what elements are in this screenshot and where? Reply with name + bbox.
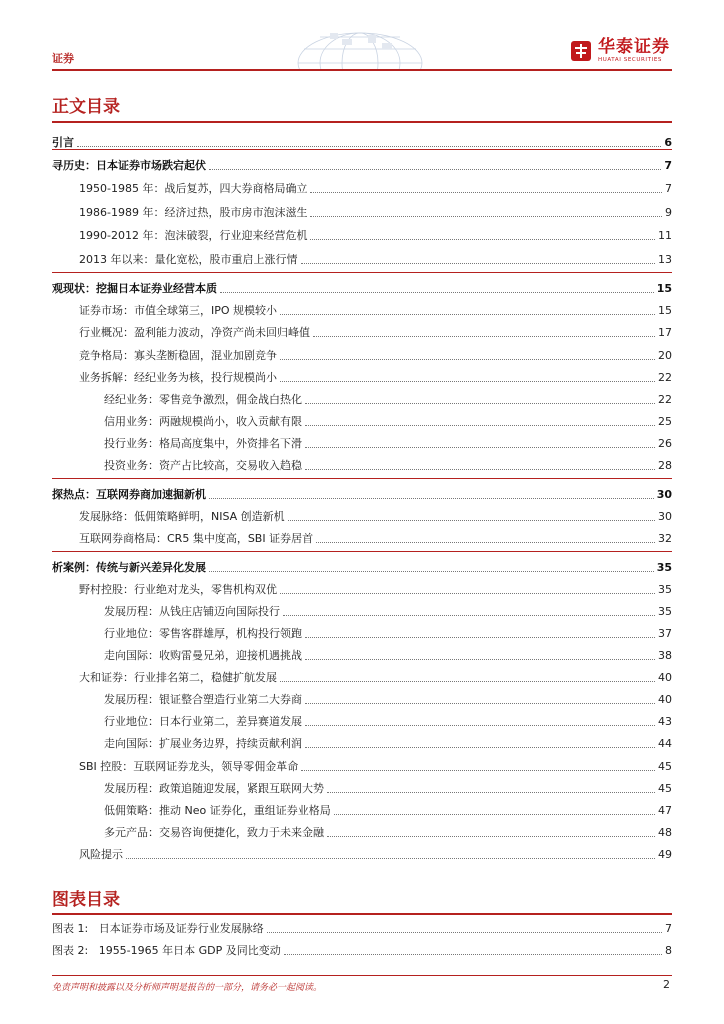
toc-leader-dots xyxy=(305,659,655,660)
toc-entry[interactable] xyxy=(52,647,672,663)
toc-entry-title: 发展历程：政策追随迎发展，紧跟互联网大势 xyxy=(104,782,324,795)
toc-entry-page: 40 xyxy=(658,671,672,684)
toc-entry[interactable] xyxy=(52,486,672,502)
toc-entry[interactable] xyxy=(52,735,672,751)
figure-entry-title: 图表 1: 日本证券市场及证券行业发展脉络 xyxy=(52,922,264,935)
toc-entry-page: 17 xyxy=(658,326,672,339)
toc-leader-dots xyxy=(316,542,655,543)
toc-leader-dots xyxy=(305,403,655,404)
toc-entry[interactable] xyxy=(52,691,672,707)
toc-leader-dots xyxy=(310,239,655,240)
toc-entry-title: 观现状：挖掘日本证券业经营本质 xyxy=(52,282,217,295)
toc-entry[interactable] xyxy=(52,369,672,385)
toc-entry-page: 35 xyxy=(658,583,672,596)
header-globe-decoration xyxy=(290,25,430,70)
brand-name-en: HUATAI SECURITIES xyxy=(598,57,662,63)
toc-entry-title: 投行业务：格局高度集中，外资排名下滑 xyxy=(104,437,302,450)
toc-entry[interactable] xyxy=(52,758,672,774)
toc-entry-page: 9 xyxy=(665,206,672,219)
toc-entry[interactable] xyxy=(52,508,672,524)
toc-entry[interactable] xyxy=(52,713,672,729)
header-tag: 证券 xyxy=(52,52,74,65)
toc-entry-page: 25 xyxy=(658,415,672,428)
toc-entry-title: 走向国际：收购雷曼兄弟，迎接机遇挑战 xyxy=(104,649,302,662)
toc-leader-dots xyxy=(313,336,655,337)
toc-leader-dots xyxy=(280,381,655,382)
toc-leader-dots xyxy=(334,814,655,815)
toc-leader-dots xyxy=(220,292,654,293)
toc-entry-page: 45 xyxy=(658,782,672,795)
toc-leader-dots xyxy=(280,314,655,315)
toc-leader-dots xyxy=(288,520,655,521)
toc-leader-dots xyxy=(305,425,655,426)
toc-entry-title: 1986-1989 年：经济过热，股市房市泡沫滋生 xyxy=(79,206,308,219)
toc-leader-dots xyxy=(327,836,655,837)
toc-entry-page: 6 xyxy=(664,136,672,149)
toc-entry[interactable] xyxy=(52,413,672,429)
toc-entry-title: 大和证券：行业排名第二，稳健扩航发展 xyxy=(79,671,277,684)
toc-entry[interactable] xyxy=(52,204,672,220)
toc-entry-title: 信用业务：两融规模尚小，收入贡献有限 xyxy=(104,415,302,428)
toc-leader-dots xyxy=(305,447,655,448)
toc-leader-dots xyxy=(305,747,655,748)
toc-entry-page: 47 xyxy=(658,804,672,817)
toc-entry[interactable] xyxy=(52,134,672,150)
toc-entry-title: 经纪业务：零售竞争激烈，佣金战白热化 xyxy=(104,393,302,406)
huatai-logo-icon xyxy=(568,38,594,64)
figure-leader-dots xyxy=(267,932,662,933)
toc-entry-page: 22 xyxy=(658,393,672,406)
toc-leader-dots xyxy=(280,681,655,682)
toc-entry[interactable] xyxy=(52,780,672,796)
toc-entry[interactable] xyxy=(52,157,672,173)
toc-entry-title: 1950-1985 年：战后复苏，四大券商格局确立 xyxy=(79,182,308,195)
toc-entry-title: 2013 年以来：量化宽松，股市重启上涨行情 xyxy=(79,253,298,266)
toc-entry-title: 竞争格局：寡头垄断稳固，混业加剧竞争 xyxy=(79,349,277,362)
toc-leader-dots xyxy=(305,703,655,704)
toc-entry-page: 37 xyxy=(658,627,672,640)
toc-entry[interactable] xyxy=(52,391,672,407)
toc-entry-title: 引言 xyxy=(52,136,74,149)
toc-entry-page: 38 xyxy=(658,649,672,662)
toc-leader-dots xyxy=(301,263,656,264)
toc-entry-title: 发展历程：银证整合塑造行业第二大券商 xyxy=(104,693,302,706)
toc-leader-dots xyxy=(305,725,655,726)
toc-entry[interactable] xyxy=(52,302,672,318)
toc-entry-title: SBI 控股：互联网证券龙头，领导零佣金革命 xyxy=(79,760,299,773)
brand-name-cn: 华泰证券 xyxy=(598,37,670,57)
toc-entry[interactable] xyxy=(52,324,672,340)
toc-entry-page: 7 xyxy=(665,182,672,195)
toc-entry[interactable] xyxy=(52,802,672,818)
toc-entry-title: 投资业务：资产占比较高，交易收入趋稳 xyxy=(104,459,302,472)
toc-entry-title: 发展脉络：低佣策略鲜明，NISA 创造新机 xyxy=(79,510,285,523)
footer-rule xyxy=(52,975,672,976)
figure-entry[interactable] xyxy=(52,942,672,958)
toc-section-divider xyxy=(52,478,672,479)
toc-entry-title: 探热点：互联网券商加速掘新机 xyxy=(52,488,206,501)
header-rule xyxy=(52,69,672,71)
toc-entry-page: 30 xyxy=(656,488,672,501)
figure-entry-page: 8 xyxy=(665,944,672,957)
toc-entry-page: 49 xyxy=(658,848,672,861)
toc-entry[interactable] xyxy=(52,435,672,451)
toc-entry-page: 40 xyxy=(658,693,672,706)
toc-entry-title: 业务拆解：经纪业务为核，投行规模尚小 xyxy=(79,371,277,384)
toc-section-divider xyxy=(52,272,672,273)
toc-entry-page: 44 xyxy=(658,737,672,750)
toc-entry[interactable] xyxy=(52,347,672,363)
toc-entry-page: 15 xyxy=(656,282,672,295)
toc-entry-title: 析案例：传统与新兴差异化发展 xyxy=(52,561,206,574)
page-number: 2 xyxy=(663,978,670,991)
figure-list-title-rule xyxy=(52,913,672,915)
toc-entry-title: 行业地位：日本行业第二，差异赛道发展 xyxy=(104,715,302,728)
toc-leader-dots xyxy=(126,858,655,859)
toc-entry-title: 行业地位：零售客群雄厚，机构投行领跑 xyxy=(104,627,302,640)
figure-entry-title: 图表 2: 1955-1965 年日本 GDP 及同比变动 xyxy=(52,944,281,957)
toc-entry-page: 20 xyxy=(658,349,672,362)
toc-entry-page: 28 xyxy=(658,459,672,472)
toc-entry[interactable] xyxy=(52,581,672,597)
toc-entry-title: 互联网券商格局：CR5 集中度高，SBI 证券居首 xyxy=(79,532,314,545)
toc-entry[interactable] xyxy=(52,280,672,296)
toc-leader-dots xyxy=(209,498,654,499)
toc-entry[interactable] xyxy=(52,559,672,575)
toc-entry-page: 45 xyxy=(658,760,672,773)
toc-leader-dots xyxy=(305,469,655,470)
toc-leader-dots xyxy=(280,359,655,360)
figure-leader-dots xyxy=(284,954,662,955)
toc-entry-title: 证券市场：市值全球第三，IPO 规模较小 xyxy=(79,304,278,317)
toc-section-divider xyxy=(52,149,672,150)
toc-entry-page: 7 xyxy=(664,159,672,172)
toc-title: 正文目录 xyxy=(52,97,120,117)
figure-list-title: 图表目录 xyxy=(52,890,120,910)
toc-entry[interactable] xyxy=(52,457,672,473)
toc-entry-page: 11 xyxy=(658,229,672,242)
toc-entry[interactable] xyxy=(52,824,672,840)
toc-entry-page: 13 xyxy=(658,253,672,266)
toc-leader-dots xyxy=(327,792,655,793)
footer-disclaimer: 免责声明和披露以及分析师声明是报告的一部分，请务必一起阅读。 xyxy=(52,983,323,993)
toc-entry[interactable] xyxy=(52,180,672,196)
figure-entry[interactable] xyxy=(52,920,672,936)
toc-entry[interactable] xyxy=(52,227,672,243)
toc-leader-dots xyxy=(301,770,655,771)
toc-entry-title: 发展历程：从钱庄店铺迈向国际投行 xyxy=(104,605,280,618)
toc-leader-dots xyxy=(77,146,661,147)
toc-leader-dots xyxy=(209,571,654,572)
toc-entry-page: 35 xyxy=(656,561,672,574)
toc-entry-title: 低佣策略：推动 Neo 证券化，重组证券业格局 xyxy=(104,804,331,817)
toc-entry[interactable] xyxy=(52,625,672,641)
toc-leader-dots xyxy=(305,637,655,638)
toc-entry-page: 15 xyxy=(658,304,672,317)
toc-entry[interactable] xyxy=(52,530,672,546)
toc-entry[interactable] xyxy=(52,846,672,862)
toc-entry[interactable] xyxy=(52,603,672,619)
toc-section-divider xyxy=(52,551,672,552)
toc-entry-page: 22 xyxy=(658,371,672,384)
toc-entry-page: 43 xyxy=(658,715,672,728)
toc-leader-dots xyxy=(283,615,655,616)
toc-entry-title: 走向国际：扩展业务边界，持续贡献利润 xyxy=(104,737,302,750)
toc-entry-page: 32 xyxy=(658,532,672,545)
figure-entry-page: 7 xyxy=(665,922,672,935)
toc-entry-title: 寻历史：日本证券市场跌宕起伏 xyxy=(52,159,206,172)
toc-entry-title: 1990-2012 年：泡沫破裂，行业迎来经营危机 xyxy=(79,229,308,242)
toc-title-rule xyxy=(52,121,672,123)
toc-leader-dots xyxy=(280,593,655,594)
toc-entry-page: 35 xyxy=(658,605,672,618)
toc-entry-title: 野村控股：行业绝对龙头，零售机构双优 xyxy=(79,583,277,596)
toc-entry-page: 48 xyxy=(658,826,672,839)
toc-entry-title: 多元产品：交易咨询便捷化，致力于未来金融 xyxy=(104,826,324,839)
toc-entry-title: 风险提示 xyxy=(79,848,123,861)
toc-leader-dots xyxy=(209,169,661,170)
toc-entry-page: 26 xyxy=(658,437,672,450)
toc-entry-title: 行业概况：盈利能力波动，净资产尚未回归峰值 xyxy=(79,326,310,339)
toc-entry[interactable] xyxy=(52,251,672,267)
toc-entry[interactable] xyxy=(52,669,672,685)
toc-entry-page: 30 xyxy=(658,510,672,523)
toc-leader-dots xyxy=(310,216,662,217)
toc-leader-dots xyxy=(310,192,662,193)
brand-logo xyxy=(568,38,670,64)
